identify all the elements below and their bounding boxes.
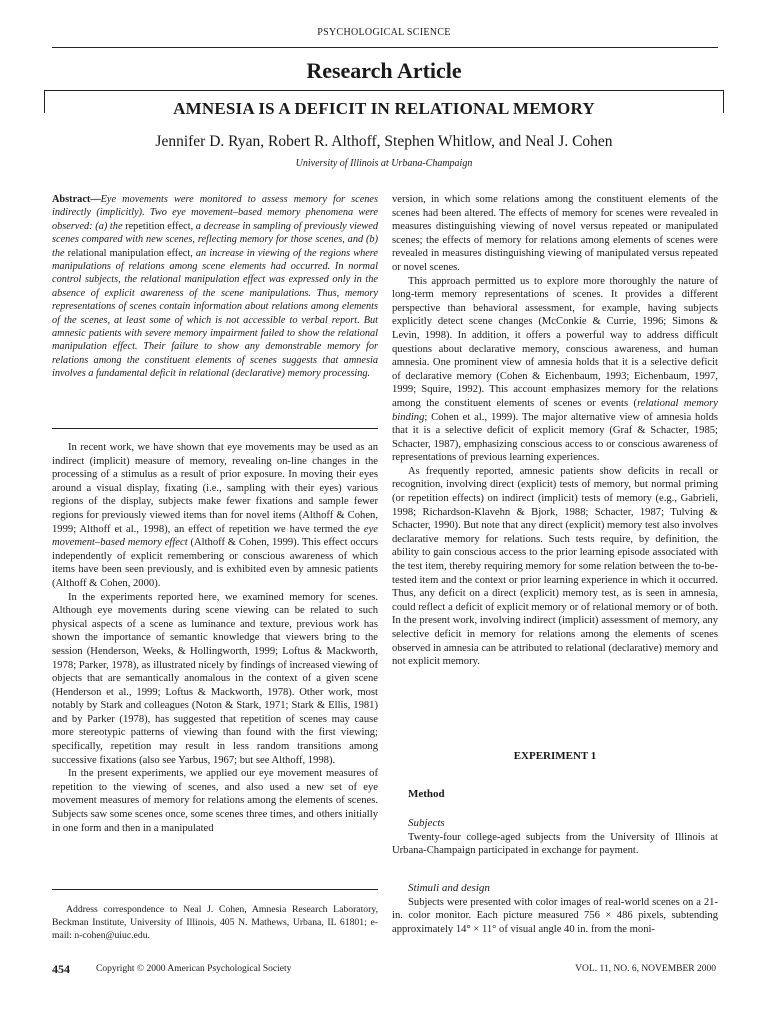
- abstract-term-2: relational manipulation effect: [67, 247, 191, 259]
- abstract-text-2: , a decrease in sampling of previously viewed scenes compared with new scenes, reflecting memory for those scenes, and (b) the: [52, 220, 379, 259]
- body-text: ; Cohen et al., 1999). The major alternative view of amnesia holds that it is a selective deficit of explicit memory (Graf & Schacter, 1985; Schacter, 1987), emphasizing conscious access to or conscious awareness of representations of previous learning experiences.: [392, 411, 718, 464]
- subjects-text: Twenty-four college-aged subjects from the University of Illinois at Urbana-Champaign participated in exchange for payment.: [392, 831, 718, 857]
- abstract: [52, 193, 378, 381]
- left-column-body: [52, 441, 378, 835]
- body-paragraph: As frequently reported, amnesic patients show deficits in recall or recognition, involving direct (explicit) tests of memory, but normal priming (or repetition effects) on indirect (implicit) tests of memory (e.g., Gabrieli, 1998; Richardson-Klavehn & Bjork, 1988; Schacter, 1987; Tulving & Schacter, 1990). But note that any direct (explicit) memory test also involves declarative memory for relations. Such tests require, by definition, the ability to gain conscious access to the prior learning episode associated with the test item, thereby requiring memory for some relation between the to-be-tested item and the context or prior learning experience in which it occurred. Thus, any deficit on a direct (explicit) memory test, as is seen in amnesia, could reflect a deficit of explicit memory or of relational memory or of both. In the present work, involving indirect (implicit) assessment of memory, any selective deficit in memory for relations among the elements of scenes observed in amnesia can be attributed to relational (declarative) memory and not explicit memory.: [392, 465, 718, 668]
- stimuli-heading: Stimuli and design: [408, 882, 490, 894]
- subjects-heading: Subjects: [408, 817, 445, 829]
- body-text: This approach permitted us to explore more thoroughly the nature of long-term memory representations of scenes. It provides a different perspective than behavioral assessment, for example, having subjects explicitly detect scene changes (McConkie & Currie, 1996; Simons & Levin, 1998). In addition, it offers a powerful way to address difficult questions about declarative memory, conscious awareness, and human amnesia. One prominent view of amnesia holds that it is a selective deficit of declarative memory (Cohen & Eichenbaum, 1993; Eichenbaum, 1997, 1999; Squire, 1992). This account emphasizes memory for the relations among the constituent elements of scenes or events (: [392, 275, 718, 409]
- affiliation: University of Illinois at Urbana-Champaign: [295, 158, 473, 169]
- body-paragraph: version, in which some relations among the constituent elements of the scenes had been altered. The effects of memory for scenes were revealed in measures distinguishing viewing of novel versus repeated or manipulated scenes; the effects of memory for relations among elements of scenes were revealed in measures distinguishing viewing of manipulated versus repeated or novel scenes.: [392, 194, 718, 273]
- abstract-text-3: , an increase in viewing of the regions where manipulations of relations among scene elements had occurred. In normal control subjects, the relational manipulation effect was expressed only in the absence of explicit awareness of the scene manipulations. Thus, memory representations of scenes contain information about relations among elements of the scenes, at least some of which is not accessible to verbal report. But amnesic patients with severe memory impairment failed to show the relational manipulation effect. Their failure to show any demonstrable memory for relations among the constituent elements of scenes suggests that amnesia involves a fundamental deficit in relational (declarative) memory processing.: [52, 247, 379, 380]
- correspondence-footnote: [52, 903, 378, 942]
- journal-name: PSYCHOLOGICAL SCIENCE: [317, 27, 451, 38]
- body-text: (Althoff & Cohen, 1999). This effect occurs independently of explicit remembering or conscious awareness of which items have been seen previously, and is exhibited even by amnesic patients (Althoff & Cohen, 2000).: [52, 537, 378, 589]
- footnote-text: Address correspondence to Neal J. Cohen, Amnesia Research Laboratory, Beckman Institute, University of Illinois, 405 N. Mathews, Urbana, IL 61801; e-mail: n-cohen@uiuc.edu.: [52, 904, 378, 941]
- page-number: 454: [52, 962, 70, 976]
- header-rule: [52, 47, 718, 48]
- body-paragraph: In the present experiments, we applied our eye movement measures of repetition to the viewing of scenes, and also used a new set of eye movement measures of memory for relations among the elements of scenes. Subjects saw some scenes once, some scenes three times, and others initially in one form and then in a manipulated: [52, 768, 378, 834]
- abstract-divider: [52, 428, 378, 429]
- body-paragraph: [392, 275, 718, 465]
- abstract-text-1: Eye movements were monitored to assess memory for scenes indirectly (implicitly). Two eye movement–based memory phenomena were observed: (a) the: [52, 194, 378, 232]
- stimuli-section: [392, 882, 718, 936]
- term-eye-movement-effect: eye movement–based memory effect: [52, 523, 378, 549]
- term-relational-memory-binding: relational memory binding: [392, 397, 718, 423]
- volume-info: VOL. 11, NO. 6, NOVEMBER 2000: [575, 964, 716, 974]
- stimuli-text: Subjects were presented with color images of real-world scenes on a 21-in. color monitor. Each picture measured 756 × 486 pixels, subtending approximately 14° × 11° of visual angle 40 in. from the moni-: [392, 896, 718, 935]
- experiment-heading: EXPERIMENT 1: [513, 750, 597, 762]
- article-title: AMNESIA IS A DEFICIT IN RELATIONAL MEMORY: [173, 99, 595, 118]
- body-paragraph: [52, 441, 378, 591]
- article-type: Research Article: [306, 58, 462, 83]
- abstract-label: Abstract—: [52, 194, 101, 205]
- footnote-rule: [52, 889, 378, 890]
- right-column-body: [392, 193, 718, 669]
- body-text: In recent work, we have shown that eye movements may be used as an indirect (implicit) measure of memory, revealing on-line changes in the processing of a stimulus as a result of prior exposure. In moving their eyes around a visual display, fixating (i.e., sampling with their eyes) various regions of the display, subjects make fewer fixations and sample fewer regions for previously viewed items than for novel items (Althoff & Cohen, 1999; Althoff et al., 1998), an effect of repetition we have termed the: [52, 442, 378, 535]
- title-rule: [44, 90, 724, 91]
- abstract-term-1: repetition effect: [125, 220, 191, 232]
- method-heading: Method: [408, 788, 445, 800]
- copyright-line: Copyright © 2000 American Psychological Society: [96, 964, 292, 974]
- author-list: Jennifer D. Ryan, Robert R. Althoff, Stephen Whitlow, and Neal J. Cohen: [155, 133, 613, 150]
- subjects-section: [392, 817, 718, 858]
- body-paragraph: In the experiments reported here, we examined memory for scenes. Although eye movements during scene viewing can be related to such physical aspects of a scene as luminance and texture, previous work has shown the importance of semantic knowledge that viewers bring to the session (Henderson, Weeks, & Hollingworth, 1999; Loftus & Mackworth, 1978; Parker, 1978), as illustrated nicely by findings of increased viewing of objects that are semantically anomalous in the context of a given scene (Henderson et al., 1999; Loftus & Mackworth, 1978). Other work, most notably by Stark and colleagues (Noton & Stark, 1971; Stark & Ellis, 1981) and by Parker (1978), has suggested that repetition of scenes may cause more stereotypic patterns of viewing than found with the first viewing; specifically, repetition may result in less random transitions among successive fixations (also see Yarbus, 1967; but see Althoff, 1998).: [52, 591, 378, 766]
